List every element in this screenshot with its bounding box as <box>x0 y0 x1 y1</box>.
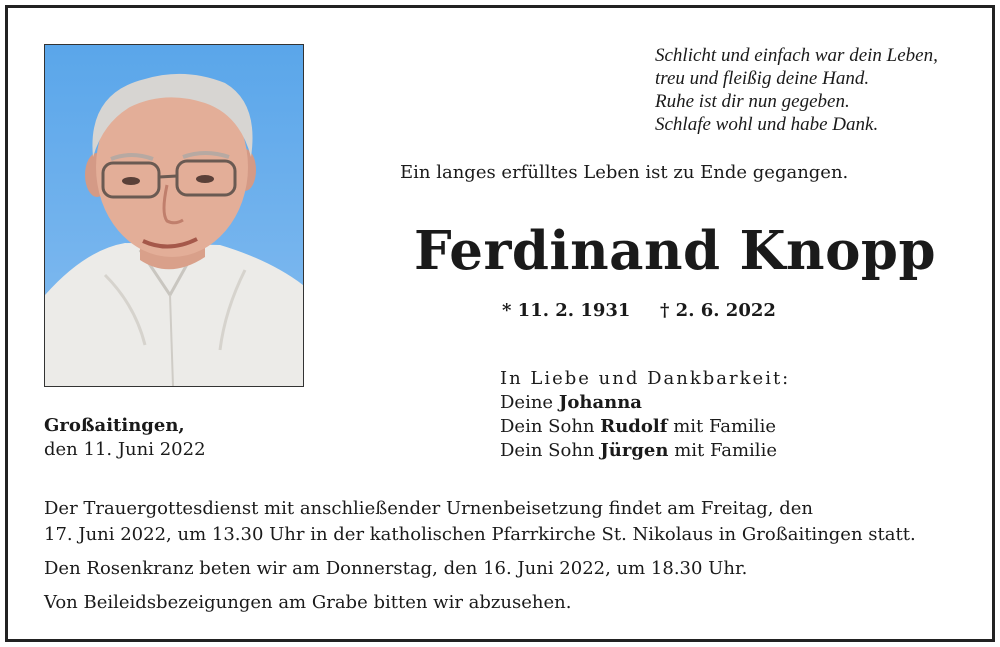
poem-line: Schlafe wohl und habe Dank. <box>655 114 879 135</box>
condolence-line: Von Beileidsbezeigungen am Grabe bitten wir abzusehen. <box>44 592 572 613</box>
mourner-line <box>500 439 790 463</box>
death-date: † 2. 6. 2022 <box>660 300 776 321</box>
mourner-suffix: mit Familie <box>674 440 777 461</box>
birth-date: * 11. 2. 1931 <box>502 300 631 321</box>
rosary-line: Den Rosenkranz beten wir am Donnerstag, den 16. Juni 2022, um 18.30 Uhr. <box>44 558 748 579</box>
mourner-prefix: Deine <box>500 392 554 413</box>
mourner-name: Rudolf <box>600 416 668 437</box>
mourner-prefix: Dein Sohn <box>500 440 595 461</box>
poem-line: treu und fleißig deine Hand. <box>655 68 870 89</box>
mourners-list <box>500 367 790 463</box>
mourner-line <box>500 415 790 439</box>
intro-text: Ein langes erfülltes Leben ist zu Ende gegangen. <box>400 162 849 183</box>
mourner-line <box>500 391 790 415</box>
mourner-name: Johanna <box>558 392 642 413</box>
service-line: Der Trauergottesdienst mit anschließender Urnenbeisetzung findet am Freitag, den <box>44 498 814 519</box>
notice-date: den 11. Juni 2022 <box>44 439 206 460</box>
service-info <box>44 496 916 616</box>
place-and-date <box>44 414 206 462</box>
service-line: 17. Juni 2022, um 13.30 Uhr in der katholischen Pfarrkirche St. Nikolaus in Großaitingen statt. <box>44 524 916 545</box>
mourner-prefix: Dein Sohn <box>500 416 595 437</box>
poem-line: Ruhe ist dir nun gegeben. <box>655 91 850 112</box>
mourner-name: Jürgen <box>600 440 669 461</box>
mourners-heading: In Liebe und Dankbarkeit: <box>500 368 791 389</box>
mourner-suffix: mit Familie <box>673 416 776 437</box>
deceased-name: Ferdinand Knopp <box>414 220 937 282</box>
portrait-photo <box>44 44 304 387</box>
place-name: Großaitingen, <box>44 415 185 436</box>
poem-line: Schlicht und einfach war dein Leben, <box>655 45 938 66</box>
poem <box>655 44 938 136</box>
portrait-illustration <box>45 45 303 386</box>
